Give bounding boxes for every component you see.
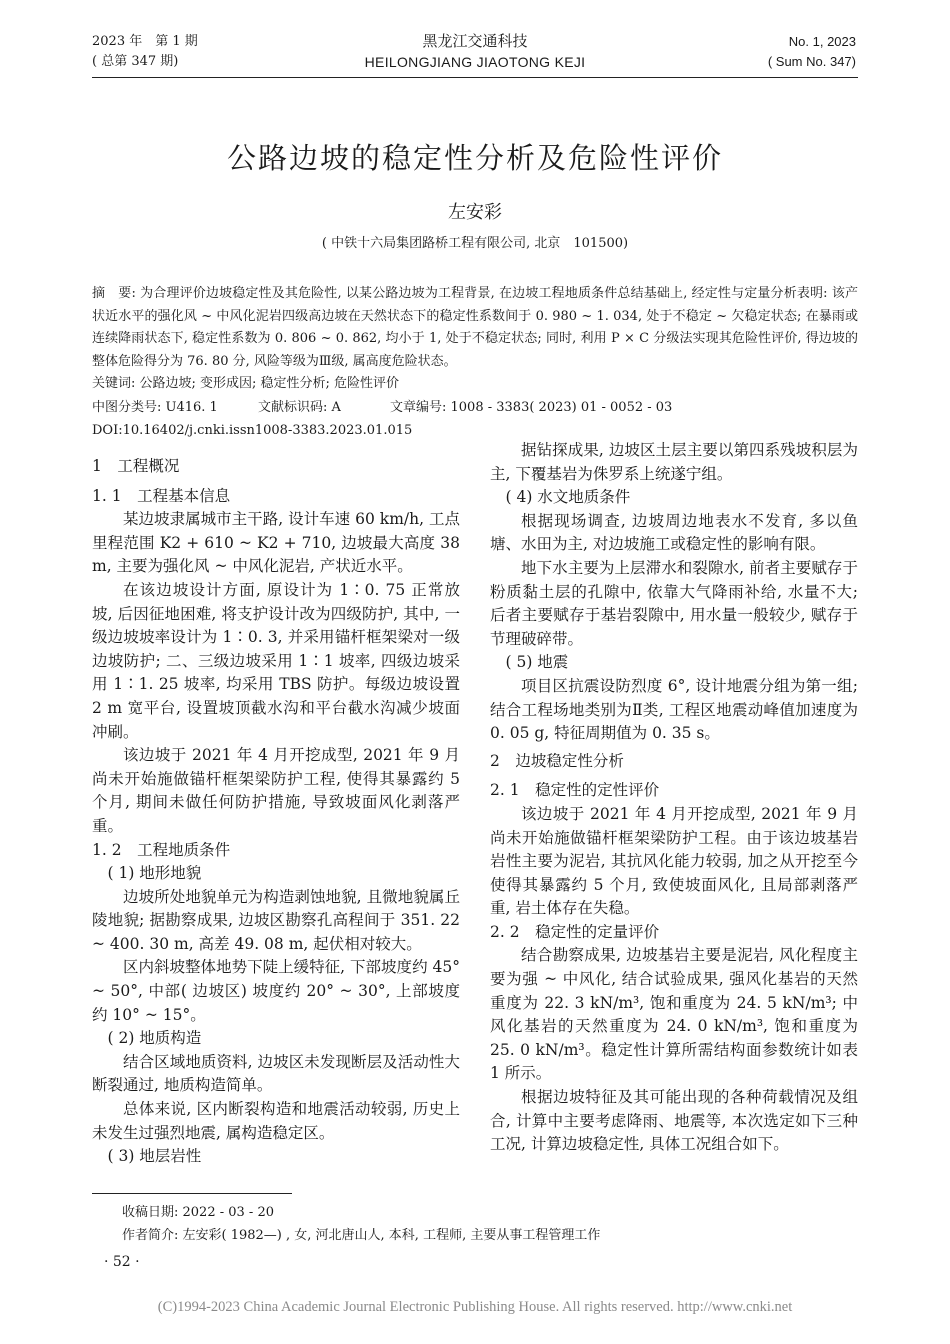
paragraph: 边坡所处地貌单元为构造剥蚀地貌, 且微地貌属丘陵地貌; 据勘察成果, 边坡区勘察孔高程间于 351. 22 ~ 400. 30 m, 高差 49. 08 m, 起伏相对较大。 xyxy=(92,887,460,953)
header-number-line1: No. 1, 2023 xyxy=(788,34,856,49)
subsection-heading: 1. 2 工程地质条件 xyxy=(92,840,231,859)
document-code: 文献标识码: A xyxy=(258,400,341,415)
paragraph: 区内斜坡整体地势下陡上缓特征, 下部坡度约 45° ~ 50°, 中部( 边坡区) 坡度约 20° ~ 30°, 上部坡度约 10° ~ 15°。 xyxy=(92,958,460,1024)
classification-line xyxy=(92,397,858,419)
article-number: 文章编号: 1008 - 3383( 2023) 01 - 0052 - 03 xyxy=(390,400,673,415)
paragraph: 该边坡于 2021 年 4 月开挖成型, 2021 年 9 月尚未开始施做锚杆框架梁防护工程, 使得其暴露约 5 个月, 期间未做任何防护措施, 导致坡面风化剥落严重。 xyxy=(92,746,460,835)
copyright-notice: (C)1994-2023 China Academic Journal Electronic Publishing House. All rights reserved. http://www.cnki.net xyxy=(157,1299,793,1315)
header-issue-line2: ( 总第 347 期) xyxy=(92,54,179,69)
page-number: · 52 · xyxy=(104,1254,140,1270)
doi: DOI:10.16402/j.cnki.issn1008-3383.2023.01.015 xyxy=(92,423,413,438)
abstract: 摘 要: 为合理评价边坡稳定性及其危险性, 以某公路边坡为工程背景, 在边坡工程地质条件总结基础上, 经定性与定量分析表明: 该产状近水平的强化风 ~ 中风化泥岩四级高边坡在天然状态下的稳定性系数间于 0. 980 ~ 1. 034, 处于不稳定 ~ 欠稳定状态; 在暴雨或连续降雨状态下, 稳定性系数为 0. 806 ~ 0. 862, 均小于 1, 处于不稳定状态; 同时, 利用 P × C 分级法实现其危险性评价, 得边坡的整体危险得分为 76. 80 分, 风险等级为Ⅲ级, 属高度危险状态。 xyxy=(92,286,858,369)
paragraph: 总体来说, 区内断裂构造和地震活动较弱, 历史上未发生过强烈地震, 属构造稳定区。 xyxy=(92,1100,460,1142)
article-title: 公路边坡的稳定性分析及危险性评价 xyxy=(226,141,723,175)
header-number-line2: ( Sum No. 347) xyxy=(767,54,856,69)
keywords: 关键词: 公路边坡; 变形成因; 稳定性分析; 危险性评价 xyxy=(92,376,400,391)
header-issue-line1: 2023 年 第 1 期 xyxy=(92,34,198,49)
paragraph: 据钻探成果, 边坡区土层主要以第四系残坡积层为主, 下覆基岩为侏罗系上统遂宁组。 xyxy=(490,441,858,483)
subsection-heading: 1. 1 工程基本信息 xyxy=(92,486,231,505)
item-heading: ( 5) 地震 xyxy=(505,653,569,672)
header-issue xyxy=(92,32,198,72)
journal-name-en: HEILONGJIANG JIAOTONG KEJI xyxy=(364,54,586,70)
footnote-author-bio: 作者简介: 左安彩( 1982—) , 女, 河北唐山人, 本科, 工程师, 主要从事工程管理工作 xyxy=(122,1228,601,1243)
paragraph: 结合区域地质资料, 边坡区未发现断层及活动性大断裂通过, 地质构造简单。 xyxy=(92,1052,460,1095)
item-heading: ( 1) 地形地貌 xyxy=(107,864,202,883)
article-affiliation: ( 中铁十六局集团路桥工程有限公司, 北京 101500) xyxy=(321,236,629,251)
paragraph: 地下水主要为上层滞水和裂隙水, 前者主要赋存于粉质黏土层的孔隙中, 依靠大气降雨补给, 水量不大; 后者主要赋存于基岩裂隙中, 用水量一般较少, 赋存于节理破碎带。 xyxy=(490,558,858,648)
item-heading: ( 4) 水文地质条件 xyxy=(505,488,631,507)
left-column xyxy=(92,455,460,1169)
paragraph: 该边坡于 2021 年 4 月开挖成型, 2021 年 9 月尚未开始施做锚杆框架梁防护工程。由于该边坡基岩岩性主要为泥岩, 其抗风化能力较弱, 加之从开挖至今使得其暴露约 5 个月, 致使坡面风化, 且局部剥落严重, 岩土体存在失稳。 xyxy=(490,804,858,918)
paragraph: 在该边坡设计方面, 原设计为 1∶0. 75 正常放坡, 后因征地困难, 将支护设计改为四级防护, 其中, 一级边坡坡率设计为 1∶0. 3, 并采用锚杆框架梁对一级边坡防护; 二、三级边坡采用 1∶1 坡率, 四级边坡采用 1∶1. 25 坡率, 均采用 TBS 防护。每级边坡设置 2 m 宽平台, 设置坡顶截水沟和平台截水沟减少坡面冲刷。 xyxy=(92,580,460,741)
item-heading: ( 3) 地层岩性 xyxy=(107,1147,202,1166)
paragraph: 根据现场调查, 边坡周边地表水不发育, 多以鱼塘、水田为主, 对边坡施工或稳定性的影响有限。 xyxy=(490,511,858,554)
footnote-received: 收稿日期: 2022 - 03 - 20 xyxy=(122,1205,274,1220)
section-heading: 1 工程概况 xyxy=(92,457,180,475)
subsection-heading: 2. 1 稳定性的定性评价 xyxy=(490,781,660,800)
journal-name-cn: 黑龙江交通科技 xyxy=(422,32,528,50)
paragraph: 结合勘察成果, 边坡基岩主要是泥岩, 风化程度主要为强 ~ 中风化, 结合试验成果, 强风化基岩的天然重度为 22. 3 kN/m³, 饱和重度为 24. 5 kN/m³; 中风化基岩的天然重度为 24. 0 kN/m³, 饱和重度为 25. 0 kN/m³。稳定性计算所需结构面参数统计如表 1 所示。 xyxy=(490,946,858,1083)
article-author: 左安彩 xyxy=(448,202,502,223)
header-journal xyxy=(300,30,650,72)
section-heading: 2 边坡稳定性分析 xyxy=(490,751,624,770)
subsection-heading: 2. 2 稳定性的定量评价 xyxy=(490,922,660,941)
right-column xyxy=(490,439,858,1157)
paragraph: 根据边坡特征及其可能出现的各种荷载情况及组合, 计算中主要考虑降雨、地震等, 本次选定如下三种工况, 计算边坡稳定性, 具体工况组合如下。 xyxy=(490,1088,858,1154)
paragraph: 项目区抗震设防烈度 6°, 设计地震分组为第一组; 结合工程场地类别为Ⅱ类, 工程区地震动峰值加速度为 0. 05 g, 特征周期值为 0. 35 s。 xyxy=(490,676,858,743)
footnote-rule xyxy=(92,1193,292,1194)
paragraph: 某边坡隶属城市主干路, 设计车速 60 km/h, 工点里程范围 K2 + 610 ~ K2 + 710, 边坡最大高度 38 m, 主要为强化风 ~ 中风化泥岩, 产状近水平。 xyxy=(92,510,460,576)
header-rule xyxy=(92,77,858,78)
header-number xyxy=(768,32,856,72)
clc-number: 中图分类号: U416. 1 xyxy=(92,400,218,415)
item-heading: ( 2) 地质构造 xyxy=(107,1029,202,1048)
